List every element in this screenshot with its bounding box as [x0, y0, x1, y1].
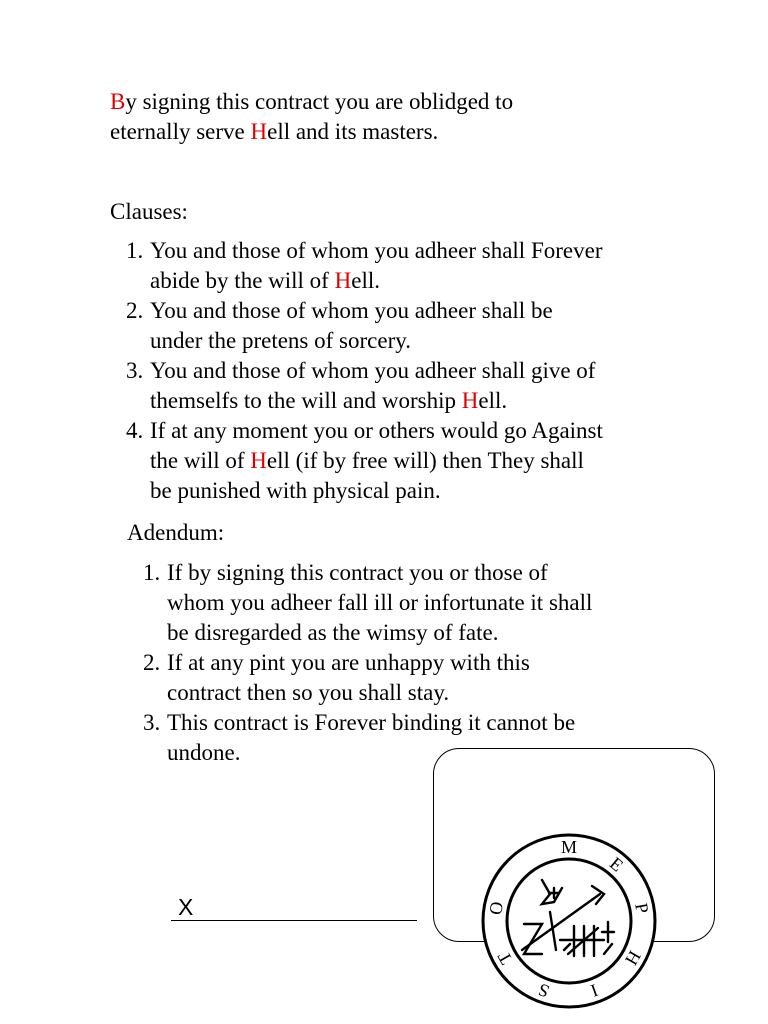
- seal-letter: P: [631, 901, 653, 915]
- addendum-line: If at any pint you are unhappy with this: [167, 650, 530, 675]
- clause-item: [126, 356, 686, 416]
- clause-text: themselfs to the will and worship: [150, 388, 462, 413]
- clause-number: 4.: [126, 418, 144, 443]
- clause-line: If at any moment you or others would go Against: [150, 418, 603, 443]
- clause-number: 3.: [126, 358, 144, 383]
- clause-line: [150, 446, 686, 476]
- signature-mark: X: [178, 894, 194, 920]
- clause-text: abide by the will of: [150, 268, 335, 293]
- clause-line: [150, 386, 686, 416]
- addendum-number: 2.: [143, 650, 161, 675]
- clause-item: [126, 296, 686, 356]
- clause-text: ell (if by free will) then They shall: [266, 448, 584, 473]
- clause-line: You and those of whom you adheer shall give of: [150, 358, 596, 383]
- drop-letter: B: [110, 89, 126, 114]
- addendum-item: [143, 648, 663, 708]
- intro-text: eternally serve: [110, 119, 251, 144]
- addendum-list: [143, 558, 663, 768]
- intro-text: y signing this contract you are oblidged to: [125, 89, 514, 114]
- signature-line[interactable]: [171, 920, 417, 921]
- clause-line: under the pretens of sorcery.: [150, 328, 411, 353]
- clause-item: [126, 416, 686, 506]
- addendum-number: 1.: [143, 560, 161, 585]
- addendum-line: be disregarded as the wimsy of fate.: [167, 620, 499, 645]
- clause-text: ell.: [351, 268, 380, 293]
- addendum-line: If by signing this contract you or those of: [167, 560, 548, 585]
- addendum-number: 3.: [143, 710, 161, 735]
- seal-letter: M: [560, 837, 578, 857]
- clauses-heading: Clauses:: [110, 199, 188, 224]
- seal-letter: E: [605, 853, 628, 876]
- clause-number: 2.: [126, 298, 144, 323]
- clause-item: [126, 236, 686, 296]
- seal-letter: O: [485, 900, 508, 917]
- red-letter: H: [250, 448, 267, 473]
- clause-line: You and those of whom you adheer shall Forever: [150, 238, 603, 263]
- clause-number: 1.: [126, 238, 144, 263]
- red-letter: H: [461, 388, 479, 413]
- clause-line: [150, 266, 686, 296]
- seal-letter: T: [493, 948, 517, 968]
- addendum-item: [143, 558, 663, 648]
- clause-text: ell.: [478, 388, 508, 413]
- seal-letter: I: [588, 980, 601, 1001]
- intro-line-2: [110, 117, 670, 147]
- mephisto-sigil-icon: [480, 832, 658, 1010]
- intro-paragraph: [110, 87, 670, 147]
- intro-line-1: [110, 87, 670, 117]
- clauses-list: [126, 236, 686, 506]
- red-letter: H: [250, 119, 268, 144]
- addendum-heading: Adendum:: [127, 520, 225, 545]
- addendum-line: undone.: [167, 740, 241, 765]
- clause-line: You and those of whom you adheer shall be: [150, 298, 553, 323]
- red-letter: H: [334, 268, 352, 293]
- clause-text: the will of: [150, 448, 251, 473]
- addendum-line: whom you adheer fall ill or infortunate it shall: [167, 590, 593, 615]
- seal-letter: H: [621, 947, 646, 969]
- seal-letter: S: [535, 979, 552, 1002]
- addendum-line: This contract is Forever binding it cannot be: [167, 710, 576, 735]
- addendum-line: contract then so you shall stay.: [167, 680, 450, 705]
- clause-line: be punished with physical pain.: [150, 478, 441, 503]
- intro-text: ell and its masters.: [267, 119, 439, 144]
